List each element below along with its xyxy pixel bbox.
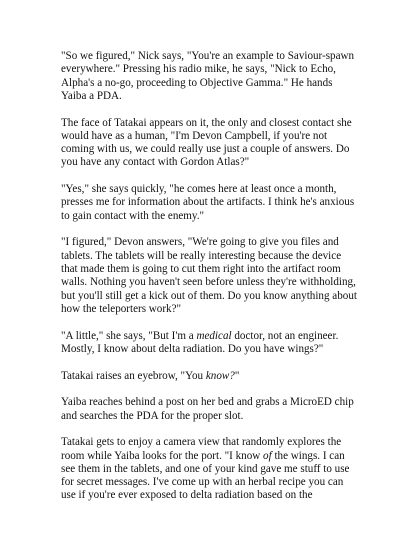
text-line: Tatakai gets to enjoy a camera view that randomly explores the	[61, 436, 342, 449]
text-line: Alpha's a no-go, proceeding to Objective Gamma." He hands	[61, 76, 333, 89]
text-run: "	[234, 369, 240, 382]
text-line: walls. Nothing you haven't seen before unless they're withholding,	[61, 276, 356, 289]
text-line: The face of Tatakai appears on it, the only and closest contact she	[61, 116, 352, 129]
text-line: that made them is going to cut them right into the artifact room	[61, 263, 341, 276]
paragraph-6	[61, 370, 390, 383]
paragraph-5	[61, 330, 390, 357]
text-line	[61, 330, 390, 343]
paragraph-8	[61, 436, 390, 502]
text-line: "I figured," Devon answers, "We're going to give you files and	[61, 236, 339, 249]
emphasis-text: medical	[196, 329, 232, 342]
text-line: coming with us, we could really use just a couple of answers. Do	[61, 143, 350, 156]
text-line: but you'll still get a kick out of them. Do you know anything about	[61, 289, 357, 302]
text-run: the wings. I can	[271, 449, 345, 462]
text-line: see them in the tablets, and one of your kind gave me stuff to use	[61, 462, 350, 475]
paragraph-1	[61, 50, 390, 103]
text-run: Tatakai raises an eyebrow, "You	[61, 369, 206, 382]
emphasis-text: of	[263, 449, 272, 462]
text-line: for secret messages. I've come up with an herbal recipe you can	[61, 476, 344, 489]
text-run: "A little," she says, "But I'm a	[61, 329, 197, 342]
paragraph-7	[61, 396, 390, 423]
text-line: Yaiba reaches behind a post on her bed and grabs a MicroED chip	[61, 396, 354, 409]
text-line: and searches the PDA for the proper slot.	[61, 409, 244, 422]
text-run: room while Yaiba looks for the port. "I know	[61, 449, 264, 462]
text-line	[61, 370, 390, 383]
paragraph-4	[61, 236, 390, 316]
text-line: would have as a human, "I'm Devon Campbell, if you're not	[61, 129, 328, 142]
text-line: how the teleporters work?"	[61, 302, 182, 315]
text-line: presses me for information about the artifacts. I think he's anxious	[61, 196, 355, 209]
text-run: doctor, not an engineer.	[231, 329, 339, 342]
text-line: to gain contact with the enemy."	[61, 209, 205, 222]
paragraph-2	[61, 117, 390, 170]
text-line: "Yes," she says quickly, "he comes here at least once a month,	[61, 183, 337, 196]
paragraph-3	[61, 183, 390, 223]
text-line: Yaiba a PDA.	[61, 89, 122, 102]
text-line: you have any contact with Gordon Atlas?"	[61, 156, 250, 169]
emphasis-text: know?	[205, 369, 235, 382]
text-line: use if you're ever exposed to delta radiation based on the	[61, 489, 313, 502]
text-line: Mostly, I know about delta radiation. Do you have wings?"	[61, 342, 324, 355]
text-line: tablets. The tablets will be really interesting because the device	[61, 249, 342, 262]
text-line	[61, 450, 390, 463]
text-line: "So we figured," Nick says, "You're an example to Saviour-spawn	[61, 50, 355, 62]
text-line: everywhere." Pressing his radio mike, he says, "Nick to Echo,	[61, 63, 336, 76]
